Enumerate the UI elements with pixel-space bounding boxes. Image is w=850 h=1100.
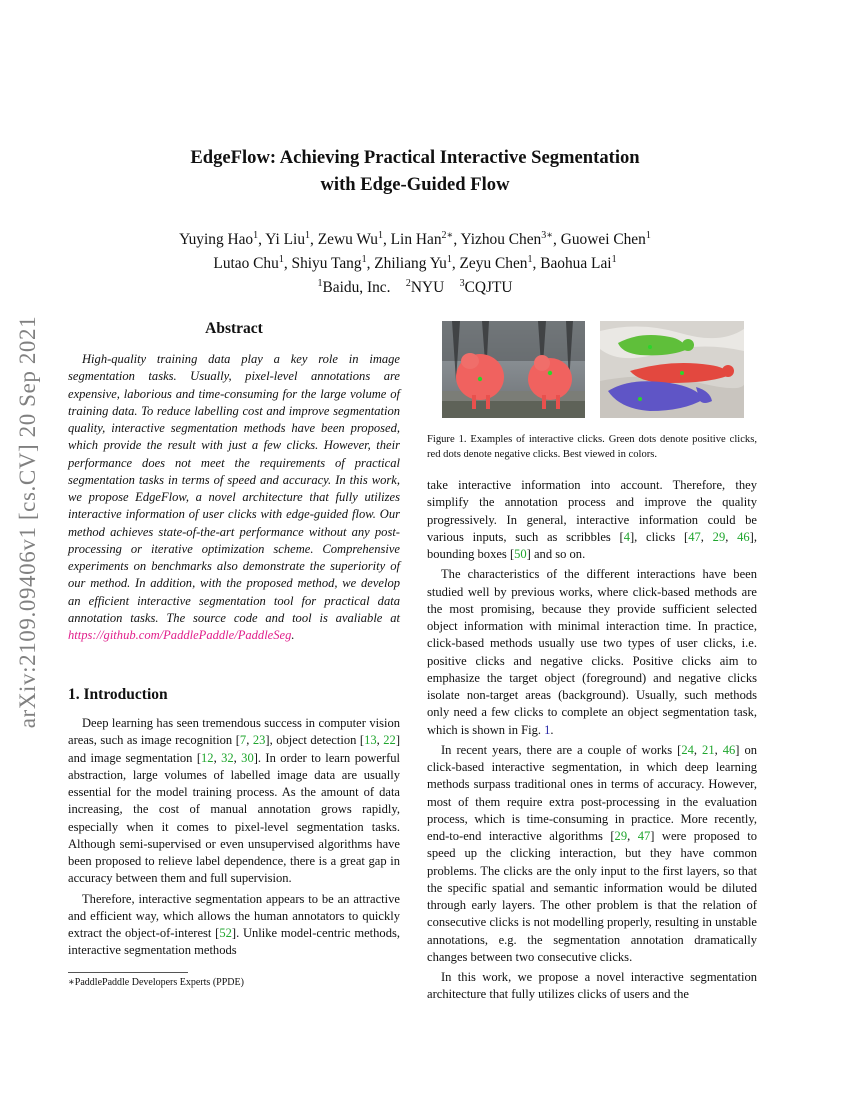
author-name: Zeyu Chen bbox=[459, 255, 528, 273]
citation-link[interactable]: 52 bbox=[219, 926, 232, 940]
right-column-body bbox=[427, 477, 757, 1004]
author-name: Zhiliang Yu bbox=[374, 255, 447, 273]
author-line-2: Lutao Chu$^1$, Shiyu Tang$^1$, Zhiliang Yu$^1$, Zeyu Chen$^1$, Baohua Lai$^1$ bbox=[213, 254, 617, 273]
citation-link[interactable]: 47 bbox=[688, 529, 701, 544]
author-name: Yizhou Chen bbox=[460, 231, 542, 249]
author-name: Lutao Chu bbox=[213, 255, 279, 273]
affiliation-mark: 2 bbox=[405, 278, 411, 290]
author-name: Yuying Hao bbox=[179, 231, 254, 249]
intro-paragraph-2: Therefore, interactive segmentation appears to be an attractive and efficient way, which allows the human annotators to quickly extract the object-of-interest [52]. Unlike model-centric methods, interactive segmentation methods bbox=[68, 891, 400, 958]
citation-link[interactable]: 23 bbox=[252, 733, 266, 748]
right-paragraph-4: In this work, we propose a novel interactive segmentation architecture that fully utilizes clicks of users and the bbox=[427, 970, 757, 1002]
footnote-divider bbox=[68, 972, 188, 973]
figure-1-sheep-image bbox=[442, 321, 585, 418]
citation-link[interactable]: 7 bbox=[239, 733, 247, 748]
title-line-2: with Edge-Guided Flow bbox=[320, 174, 510, 195]
author-affiliation-mark: 1 bbox=[527, 254, 533, 266]
citation-link[interactable]: 46 bbox=[737, 529, 750, 544]
citation-link[interactable]: 32 bbox=[221, 750, 234, 765]
author-affiliation-mark: 1 bbox=[361, 254, 367, 266]
author-affiliation-mark: 1 bbox=[278, 254, 284, 266]
abstract-paragraph bbox=[68, 351, 400, 644]
figure-reference-link[interactable]: 1 bbox=[544, 722, 551, 737]
affiliation-mark: 3 bbox=[459, 278, 465, 290]
author-block bbox=[100, 226, 730, 298]
arxiv-stamp: arXiv:2109.09406v1 [cs.CV] 20 Sep 2021 bbox=[15, 315, 40, 729]
right-paragraph-1: take interactive information into account. Therefore, they simplify the annotation process and improve the quality progressively. In general, interactive information could be various inputs, such as scribbles [4], clicks [47, 29, 46], bounding boxes [50] and so on. bbox=[427, 478, 757, 561]
author-name: Shiyu Tang bbox=[291, 255, 362, 273]
affiliation-name: CQJTU bbox=[464, 279, 513, 297]
introduction-body bbox=[68, 715, 400, 960]
citation-link[interactable]: 30 bbox=[241, 750, 254, 765]
citation-link[interactable]: 4 bbox=[623, 529, 630, 544]
figure-1-dogs-image bbox=[600, 321, 744, 418]
footnote: ∗PaddlePaddle Developers Experts (PPDE) bbox=[68, 977, 244, 988]
author-affiliation-mark: 1 bbox=[645, 230, 651, 241]
paper-title bbox=[120, 144, 710, 198]
citation-link[interactable]: 29 bbox=[712, 529, 726, 544]
right-paragraph-2: The characteristics of the different interactions have been studied well by previous works, where click-based methods are the most promising, because they provide sufficient selected object information with minimal interaction time. In practice, click-based methods usually use two types of user clicks, i.e. positive clicks and negative clicks. Positive clicks aim to emphasize the target object (foreground) and negative clicks isolate non-target areas (background). Usually, such methods only need a few clicks to complete an object segmentation task, which is shown in Fig. 1. bbox=[427, 567, 757, 737]
affiliation-name: NYU bbox=[410, 279, 445, 297]
author-name: Guowei Chen bbox=[560, 231, 646, 249]
author-affiliation-mark: 1 bbox=[611, 254, 617, 266]
citation-link[interactable]: 47 bbox=[637, 829, 651, 843]
paddleseg-link[interactable]: https://github.com/PaddlePaddle/PaddleSeg bbox=[68, 628, 292, 642]
abstract-text: High-quality training data play a key role in image segmentation tasks. Usually, pixel-level annotations are expensive, laborious and time-consuming for the large volume of training data. To reduce labelling cost and improve segmentation quality, interactive segmentation methods have been proposed, which provide the result with just a few clicks. However, their performance does not meet the requirements of practical segmentation tasks in terms of speed and accuracy. In this work, we propose EdgeFlow, a novel architecture that fully utilizes interactive information of user clicks with edge-guided flow. Our method achieves state-of-the-art performance without any post-processing or iterative optimization scheme. Comprehensive experiments on benchmarks also demonstrate the superiority of our method. In addition, with the proposed method, we develop an efficient interactive segmentation tool for practical data annotation tasks. The source code and tool is avaliable at bbox=[68, 352, 400, 625]
intro-paragraph-1: Deep learning has seen tremendous success in computer vision areas, such as image recognition [7, 23], object detection [13, 22] and image segmentation [12, 32, 30]. In order to learn powerful abstraction, large volumes of labelled image data are usually essential for the model training process. As the amount of data increasing, the cost of manual annotation grows rapidly, especially when it comes to pixel-level segmentation tasks. Although semi-supervised or even unsupervised algorithms have been proposed to relieve label dependence, there is a great gap in accuracy between them and full supervision. bbox=[68, 716, 401, 886]
citation-link[interactable]: 12 bbox=[201, 750, 214, 765]
citation-link[interactable]: 24 bbox=[681, 742, 694, 757]
right-paragraph-3: In recent years, there are a couple of works [24, 21, 46] on click-based interactive segmentation, in which deep learning methods surpass traditional ones in terms of accuracy. However, most of them require extra post-processing in the evaluation process, which is time-consuming in practice. More recently, end-to-end interactive algorithms [29, 47] were proposed to speed up the clicking interaction, but they have common problems. The clicks are the only input to the first layers, so that the specific spatial and semantic information would be diluted through early layers. The other problem is that the relation of consecutive clicks is not modelling properly, resulting in unstable annotations, e.g. the segmentation annotation dramatically changes between two consecutive clicks. bbox=[427, 742, 757, 964]
abstract-heading: Abstract bbox=[205, 320, 263, 337]
author-affiliation-mark: 2∗ bbox=[441, 230, 454, 241]
citation-link[interactable]: 13 bbox=[364, 733, 377, 748]
author-name: Lin Han bbox=[390, 231, 442, 249]
citation-link[interactable]: 22 bbox=[383, 733, 396, 748]
author-affiliation-mark: 1 bbox=[377, 230, 383, 241]
author-name: Yi Liu bbox=[265, 231, 306, 249]
author-affiliation-mark: 1 bbox=[253, 230, 259, 241]
citation-link[interactable]: 21 bbox=[702, 742, 715, 757]
abstract-end: . bbox=[291, 628, 295, 642]
author-line-1: Yuying Hao$^1$, Yi Liu$^1$, Zewu Wu$^1$, Lin Han$^{2∗}$, Yizhou Chen$^{3∗}$, Guowei Chen$^1$ bbox=[179, 230, 651, 249]
citation-link[interactable]: 46 bbox=[722, 742, 736, 757]
affiliation-line bbox=[100, 274, 730, 298]
author-affiliation-mark: 1 bbox=[446, 254, 452, 266]
title-line-1: EdgeFlow: Achieving Practical Interactive Segmentation bbox=[190, 147, 640, 168]
figure-1-caption: Figure 1. Examples of interactive clicks. Green dots denote positive clicks, red dots denote negative clicks. Best viewed in colors. bbox=[427, 434, 757, 460]
author-affiliation-mark: 1 bbox=[305, 230, 311, 241]
abstract-section bbox=[68, 351, 400, 644]
author-name: Zewu Wu bbox=[317, 231, 378, 249]
author-affiliation-mark: 3∗ bbox=[541, 230, 554, 241]
introduction-heading: 1. Introduction bbox=[68, 686, 168, 703]
author-name: Baohua Lai bbox=[540, 255, 612, 273]
affiliation-mark: 1 bbox=[317, 278, 323, 290]
affiliation-name: Baidu, Inc. bbox=[322, 279, 391, 297]
citation-link[interactable]: 29 bbox=[614, 829, 628, 843]
citation-link[interactable]: 50 bbox=[514, 547, 527, 561]
